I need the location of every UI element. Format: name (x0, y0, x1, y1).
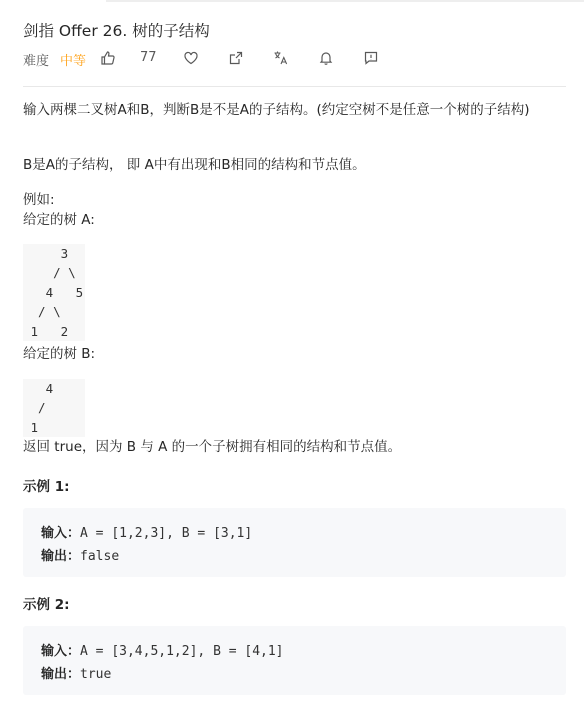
output-label: 输出： (41, 549, 81, 564)
tree-b-diagram: 4 / 1 (23, 379, 85, 437)
output-label: 输出： (41, 667, 81, 682)
example-1-input (41, 522, 252, 541)
input-label: 输入： (41, 526, 81, 541)
difficulty-badge: 中等 (60, 54, 87, 69)
example-2-box (23, 626, 566, 695)
example-intro: 例如: (23, 192, 55, 208)
tree-a-label: 给定的树 A: (23, 212, 95, 228)
tree-b-label: 给定的树 B: (23, 346, 96, 362)
example-1-title: 示例 1: (23, 479, 70, 495)
description-line-1: 输入两棵二叉树A和B，判断B是不是A的子结构。(约定空树不是任意一个树的子结构) (23, 102, 530, 118)
like-count: 77 (140, 50, 157, 65)
example-2-output (41, 663, 111, 682)
example-1-box (23, 508, 566, 577)
output-value: true (80, 667, 112, 682)
heart-icon[interactable] (183, 50, 199, 66)
thumbs-up-icon[interactable] (100, 50, 116, 66)
translate-icon[interactable] (273, 50, 289, 66)
result-explanation: 返回 true，因为 B 与 A 的一个子树拥有相同的结构和节点值。 (23, 439, 402, 455)
bell-icon[interactable] (318, 50, 334, 66)
input-value: A = [1,2,3], B = [3,1] (80, 526, 253, 541)
problem-title: 剑指 Offer 26. 树的子结构 (23, 22, 210, 40)
input-label: 输入： (41, 644, 81, 659)
feedback-icon[interactable] (363, 50, 379, 66)
header-divider (23, 86, 566, 87)
example-2-title: 示例 2: (23, 597, 70, 613)
input-value: A = [3,4,5,1,2], B = [4,1] (80, 644, 284, 659)
output-value: false (80, 549, 120, 564)
share-icon[interactable] (228, 50, 244, 66)
difficulty-label: 难度 (23, 54, 50, 69)
description-line-2: B是A的子结构， 即 A中有出现和B相同的结构和节点值。 (23, 157, 366, 173)
example-2-input (41, 640, 284, 659)
example-1-output (41, 545, 119, 564)
top-divider (106, 0, 584, 2)
tree-a-diagram: 3 / \ 4 5 / \ 1 2 (23, 244, 85, 341)
